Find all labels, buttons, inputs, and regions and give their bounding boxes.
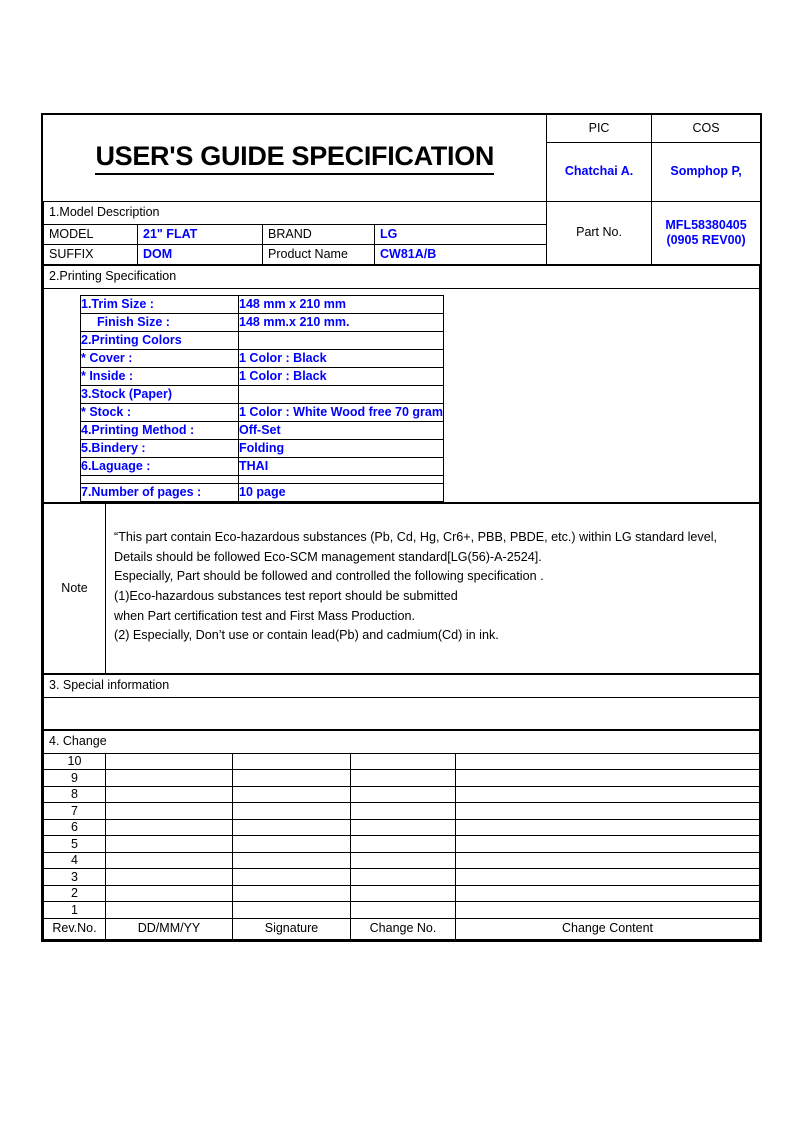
section-printing-specification-title: 2.Printing Specification	[44, 265, 760, 288]
table-row	[44, 786, 760, 803]
printing-spec-row	[81, 483, 444, 501]
printing-spec-value	[239, 331, 444, 349]
printing-spec-row	[81, 457, 444, 475]
printing-spec-row	[81, 403, 444, 421]
brand-label: BRAND	[263, 224, 375, 244]
printing-spec-key: 4.Printing Method :	[81, 421, 239, 439]
change-row-number: 3	[44, 869, 106, 886]
change-footer-signature: Signature	[233, 918, 351, 939]
change-row-content[interactable]	[456, 770, 760, 787]
change-row-change-no[interactable]	[351, 753, 456, 770]
printing-spec-row	[81, 385, 444, 403]
printing-spec-key: 5.Bindery :	[81, 439, 239, 457]
section-model-description-title: 1.Model Description	[44, 201, 547, 224]
printing-spec-value: 1 Color : Black	[239, 349, 444, 367]
note-body	[106, 503, 760, 673]
note-line: Especially, Part should be followed and controlled the following specification .	[114, 569, 544, 584]
change-row-content[interactable]	[456, 753, 760, 770]
table-row	[44, 902, 760, 919]
printing-specification-list	[80, 295, 444, 502]
note-table	[43, 503, 760, 674]
change-row-change-no[interactable]	[351, 803, 456, 820]
change-row-content[interactable]	[456, 852, 760, 869]
change-row-number: 4	[44, 852, 106, 869]
change-row-content[interactable]	[456, 869, 760, 886]
printing-spec-spacer	[81, 475, 444, 483]
table-row	[44, 836, 760, 853]
printing-spec-key: Finish Size :	[81, 313, 239, 331]
note-line: “This part contain Eco-hazardous substances (Pb, Cd, Hg, Cr6+, PBB, PBDE, etc.) within LG standard level,	[114, 530, 718, 545]
change-footer-rev-no: Rev.No.	[44, 918, 106, 939]
suffix-label: SUFFIX	[44, 244, 138, 264]
part-no-label: Part No.	[547, 201, 652, 264]
printing-specification-body	[44, 288, 760, 502]
printing-spec-key: 2.Printing Colors	[81, 331, 239, 349]
printing-spec-key: 6.Laguage :	[81, 457, 239, 475]
change-row-signature[interactable]	[233, 753, 351, 770]
change-row-number: 5	[44, 836, 106, 853]
printing-specification-table	[43, 265, 760, 503]
table-row	[44, 885, 760, 902]
special-information-table	[43, 674, 760, 730]
change-row-date[interactable]	[106, 836, 233, 853]
change-row-signature[interactable]	[233, 819, 351, 836]
printing-spec-value: 1 Color : Black	[239, 367, 444, 385]
table-row	[44, 803, 760, 820]
document-title-cell	[44, 115, 547, 201]
printing-spec-row	[81, 331, 444, 349]
printing-spec-value	[239, 385, 444, 403]
change-row-date[interactable]	[106, 869, 233, 886]
table-row	[44, 869, 760, 886]
printing-spec-value: 148 mm x 210 mm	[239, 295, 444, 313]
brand-value: LG	[375, 224, 547, 244]
change-row-date[interactable]	[106, 770, 233, 787]
change-row-number: 1	[44, 902, 106, 919]
product-name-value: CW81A/B	[375, 244, 547, 264]
change-row-change-no[interactable]	[351, 852, 456, 869]
change-footer-change-content: Change Content	[456, 918, 760, 939]
printing-spec-row	[81, 421, 444, 439]
table-row	[44, 852, 760, 869]
change-row-date[interactable]	[106, 819, 233, 836]
printing-spec-value: 10 page	[239, 483, 444, 501]
change-row-date[interactable]	[106, 803, 233, 820]
change-row-content[interactable]	[456, 836, 760, 853]
printing-spec-key: * Inside :	[81, 367, 239, 385]
note-line: Details should be followed Eco-SCM management standard[LG(56)-A-2524].	[114, 549, 542, 564]
change-footer-change-no: Change No.	[351, 918, 456, 939]
printing-spec-row	[81, 439, 444, 457]
note-label: Note	[44, 503, 106, 673]
header-table	[43, 115, 761, 265]
printing-spec-key: 7.Number of pages :	[81, 483, 239, 501]
printing-spec-row	[81, 349, 444, 367]
part-no-revision: (0905 REV00)	[666, 232, 746, 247]
change-row-change-no[interactable]	[351, 902, 456, 919]
printing-spec-value: Off-Set	[239, 421, 444, 439]
change-row-number: 9	[44, 770, 106, 787]
part-no-value: MFL58380405	[665, 218, 747, 233]
printing-spec-key: * Stock :	[81, 403, 239, 421]
change-row-signature[interactable]	[233, 852, 351, 869]
specification-sheet	[41, 113, 762, 942]
table-row	[44, 770, 760, 787]
printing-spec-key: 1.Trim Size :	[81, 295, 239, 313]
change-row-content[interactable]	[456, 902, 760, 919]
change-row-signature[interactable]	[233, 836, 351, 853]
change-row-number: 8	[44, 786, 106, 803]
suffix-value: DOM	[138, 244, 263, 264]
product-name-label: Product Name	[263, 244, 375, 264]
change-table	[43, 730, 760, 940]
change-row-content[interactable]	[456, 803, 760, 820]
change-footer-date: DD/MM/YY	[106, 918, 233, 939]
table-row	[44, 753, 760, 770]
section-special-information-title: 3. Special information	[44, 674, 760, 697]
change-row-date[interactable]	[106, 902, 233, 919]
change-row-change-no[interactable]	[351, 786, 456, 803]
special-information-content[interactable]	[44, 697, 760, 729]
change-row-number: 6	[44, 819, 106, 836]
model-label: MODEL	[44, 224, 138, 244]
cos-column-header: COS	[652, 115, 761, 142]
printing-spec-value: 148 mm.x 210 mm.	[239, 313, 444, 331]
change-row-number: 10	[44, 753, 106, 770]
pic-approver-name: Chatchai A.	[547, 142, 652, 201]
page-title: USER'S GUIDE SPECIFICATION	[95, 141, 494, 175]
change-row-content[interactable]	[456, 786, 760, 803]
change-row-date[interactable]	[106, 786, 233, 803]
model-value: 21" FLAT	[138, 224, 263, 244]
change-row-signature[interactable]	[233, 786, 351, 803]
printing-spec-key: 3.Stock (Paper)	[81, 385, 239, 403]
change-row-signature[interactable]	[233, 803, 351, 820]
change-row-date[interactable]	[106, 753, 233, 770]
section-change-title: 4. Change	[44, 730, 760, 753]
change-row-content[interactable]	[456, 819, 760, 836]
change-row-date[interactable]	[106, 885, 233, 902]
change-row-signature[interactable]	[233, 902, 351, 919]
note-line: when Part certification test and First Mass Production.	[114, 608, 415, 623]
change-row-date[interactable]	[106, 852, 233, 869]
printing-spec-value: Folding	[239, 439, 444, 457]
change-row-change-no[interactable]	[351, 770, 456, 787]
change-row-change-no[interactable]	[351, 836, 456, 853]
printing-spec-key: * Cover :	[81, 349, 239, 367]
part-no-value-cell	[652, 201, 761, 264]
printing-spec-value: 1 Color : White Wood free 70 gram	[239, 403, 444, 421]
change-row-signature[interactable]	[233, 885, 351, 902]
change-row-change-no[interactable]	[351, 819, 456, 836]
change-row-number: 7	[44, 803, 106, 820]
change-row-change-no[interactable]	[351, 869, 456, 886]
note-line: (2) Especially, Don’t use or contain lead(Pb) and cadmium(Cd) in ink.	[114, 628, 499, 643]
pic-column-header: PIC	[547, 115, 652, 142]
change-row-content[interactable]	[456, 885, 760, 902]
cos-approver-name: Somphop P,	[652, 142, 761, 201]
printing-spec-row	[81, 367, 444, 385]
change-row-change-no[interactable]	[351, 885, 456, 902]
printing-spec-row	[81, 295, 444, 313]
change-row-number: 2	[44, 885, 106, 902]
change-row-signature[interactable]	[233, 869, 351, 886]
note-line: (1)Eco-hazardous substances test report should be submitted	[114, 589, 458, 603]
printing-spec-row	[81, 313, 444, 331]
printing-spec-value: THAI	[239, 457, 444, 475]
table-row	[44, 819, 760, 836]
change-row-signature[interactable]	[233, 770, 351, 787]
